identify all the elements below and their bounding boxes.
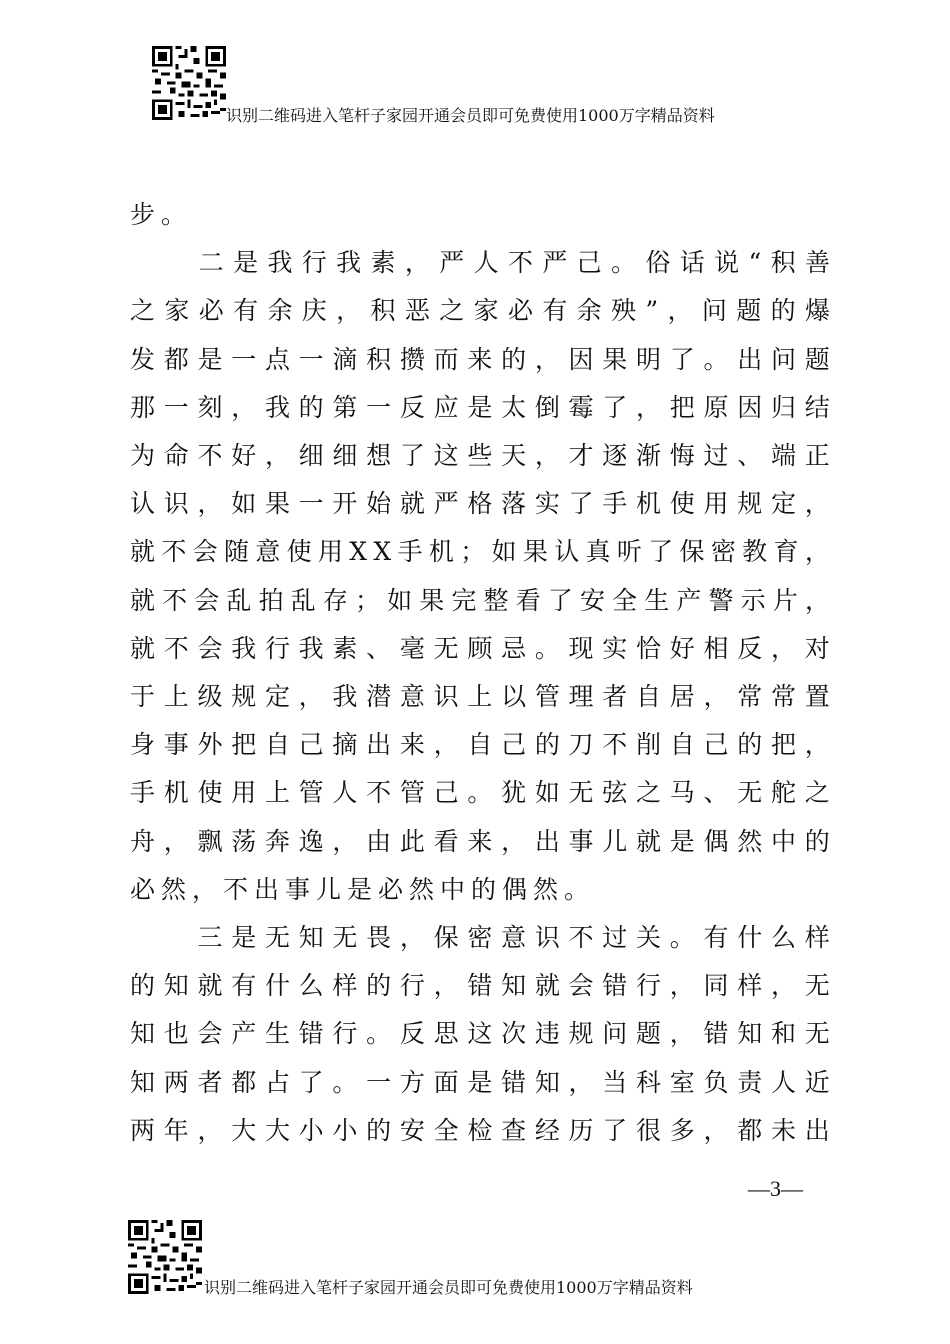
- text-line: 就 不 会 随 意 使 用 X X 手 机 ； 如 果 认 真 听 了 保 密 教 育 ，: [130, 537, 830, 566]
- qr-code-icon: [128, 1220, 202, 1294]
- text-line: 知 也 会 产 生 错 行 。 反 思 这 次 违 规 问 题 ， 错 知 和 无: [130, 1019, 830, 1048]
- text-line: 步。: [130, 200, 193, 229]
- text-line: 那 一 刻 ， 我 的 第 一 反 应 是 太 倒 霉 了 ， 把 原 因 归 结: [130, 393, 830, 422]
- text-line: 手 机 使 用 上 管 人 不 管 己 。 犹 如 无 弦 之 马 、 无 舵 之: [130, 778, 830, 807]
- page-number: —3—: [748, 1176, 803, 1201]
- header-banner: 识别二维码进入笔杆子家园开通会员即可免费使用1000万字精品资料: [226, 106, 715, 125]
- text-line: 身 事 外 把 自 己 摘 出 来 ， 自 己 的 刀 不 削 自 己 的 把 ，: [130, 730, 830, 759]
- text-line: 于 上 级 规 定 ， 我 潜 意 识 上 以 管 理 者 自 居 ， 常 常 置: [130, 682, 830, 711]
- qr-code-icon: [152, 46, 226, 120]
- text-line: 知 两 者 都 占 了 。 一 方 面 是 错 知 ， 当 科 室 负 责 人 近: [130, 1068, 830, 1097]
- text-line: 之 家 必 有 余 庆 ， 积 恶 之 家 必 有 余 殃 ” ， 问 题 的 爆: [130, 296, 830, 325]
- text-line: 二 是 我 行 我 素 ， 严 人 不 严 己 。 俗 话 说 “ 积 善: [198, 248, 830, 277]
- text-line: 两 年 ， 大 大 小 小 的 安 全 检 查 经 历 了 很 多 ， 都 未 出: [130, 1116, 830, 1145]
- text-line: 就 不 会 乱 拍 乱 存 ； 如 果 完 整 看 了 安 全 生 产 警 示 片 ，: [130, 586, 830, 615]
- text-line: 认 识 ， 如 果 一 开 始 就 严 格 落 实 了 手 机 使 用 规 定 ，: [130, 489, 830, 518]
- text-line: 就 不 会 我 行 我 素 、 毫 无 顾 忌 。 现 实 恰 好 相 反 ， 对: [130, 634, 830, 663]
- text-line: 必然，不出事儿是必然中的偶然。: [130, 875, 596, 904]
- footer-banner: 识别二维码进入笔杆子家园开通会员即可免费使用1000万字精品资料: [204, 1278, 693, 1297]
- text-line: 为 命 不 好 ， 细 细 想 了 这 些 天 ， 才 逐 渐 悔 过 、 端 正: [130, 441, 830, 470]
- text-line: 发 都 是 一 点 一 滴 积 攒 而 来 的 ， 因 果 明 了 。 出 问 题: [130, 345, 830, 374]
- text-line: 的 知 就 有 什 么 样 的 行 ， 错 知 就 会 错 行 ， 同 样 ， 无: [130, 971, 830, 1000]
- text-line: 舟 ， 飘 荡 奔 逸 ， 由 此 看 来 ， 出 事 儿 就 是 偶 然 中 的: [130, 827, 830, 856]
- text-line: 三 是 无 知 无 畏 ， 保 密 意 识 不 过 关 。 有 什 么 样: [197, 923, 830, 952]
